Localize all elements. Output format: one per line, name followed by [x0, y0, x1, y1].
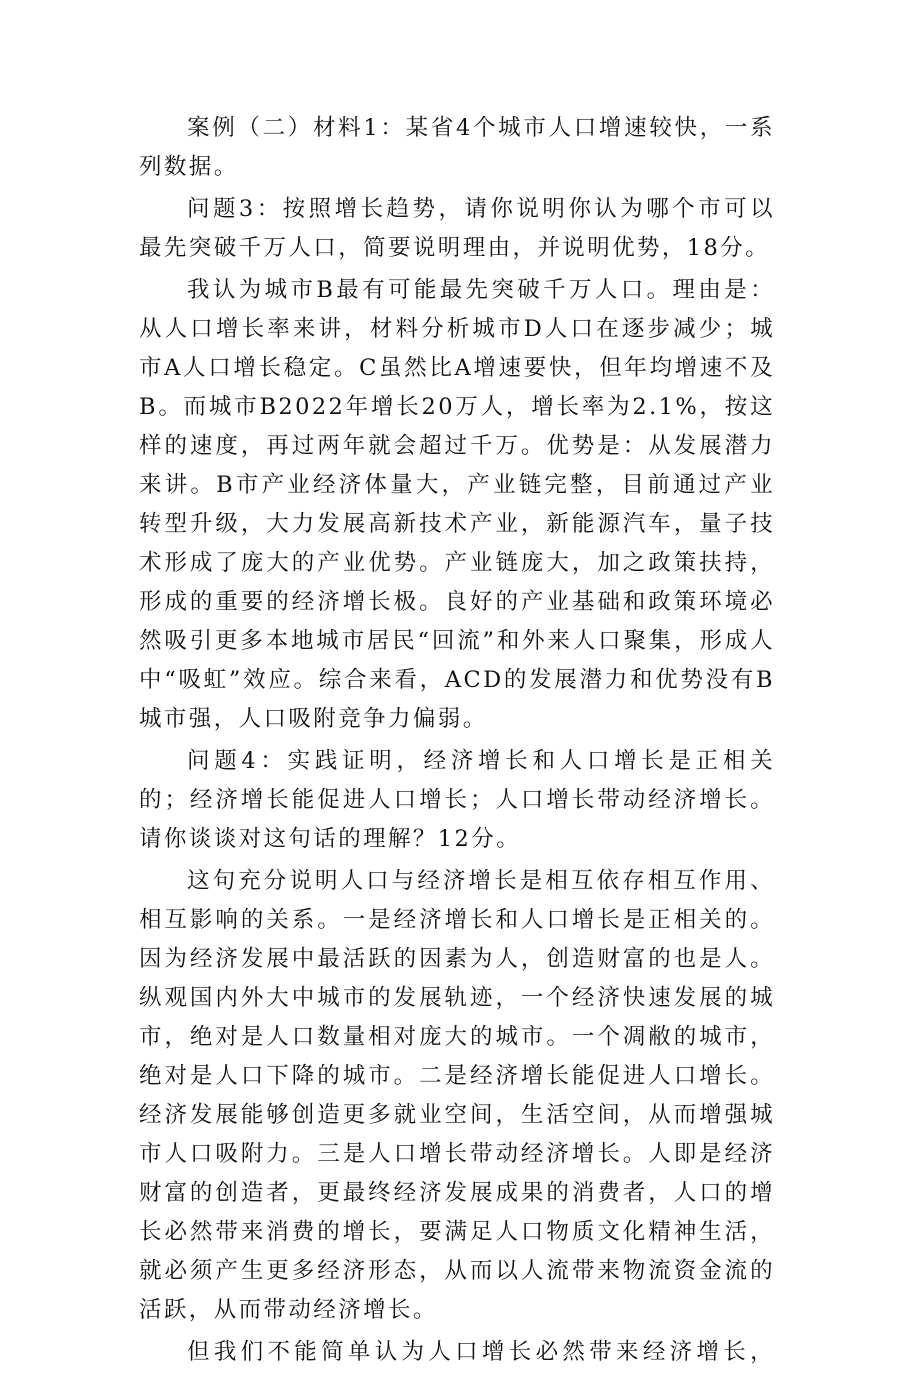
- paragraph-continuation: 但我们不能简单认为人口增长必然带来经济增长，: [187, 1339, 775, 1365]
- paragraph-answer-3: 我认为城市B最有可能最先突破千万人口。理由是：从人口增长率来讲，材料分析城市D人口在逐步减少；城市A人口增长稳定。C虽然比A增速要快，但年均增速不及B。而城市B2022年增长20万人，增长率为2.1%，按这样的速度，再过两年就会超过千万。优势是：从发展潜力来讲。B市产业经济体量大，产业链完整，目前通过产业转型升级，大力发展高新技术产业，新能源汽车，量子技术形成了庞大的产业优势。产业链庞大，加之政策扶持，形成的重要的经济增长极。良好的产业基础和政策环境必然吸引更多本地城市居民“回流”和外来人口聚集，形成人中“吸虹”效应。综合来看，ACD的发展潜力和优势没有B城市强，人口吸附竞争力偏弱。: [139, 277, 775, 732]
- paragraph-answer-4: 这句充分说明人口与经济增长是相互依存相互作用、相互影响的关系。一是经济增长和人口增长是正相关的。因为经济发展中最活跃的因素为人，创造财富的也是人。纵观国内外大中城市的发展轨迹，一个经济快速发展的城市，绝对是人口数量相对庞大的城市。一个凋敝的城市，绝对是人口下降的城市。二是经济增长能促进人口增长。经济发展能够创造更多就业空间，生活空间，从而增强城市人口吸附力。三是人口增长带动经济增长。人即是经济财富的创造者，更最终经济发展成果的消费者，人口的增长必然带来消费的增长，要满足人口物质文化精神生活，就必须产生更多经济形态，从而以人流带来物流资金流的活跃，从而带动经济增长。: [139, 868, 775, 1323]
- paragraph-case-material: 案例（二）材料1：某省4个城市人口增速较快，一系列数据。: [139, 115, 775, 180]
- paragraph-question-4: 问题4：实践证明，经济增长和人口增长是正相关的；经济增长能促进人口增长；人口增长带动经济增长。请你谈谈对这句话的理解？12分。: [139, 748, 775, 852]
- document-body: [139, 109, 775, 1375]
- paragraph-question-3: 问题3：按照增长趋势，请你说明你认为哪个市可以最先突破千万人口，简要说明理由，并说明优势，18分。: [139, 196, 775, 261]
